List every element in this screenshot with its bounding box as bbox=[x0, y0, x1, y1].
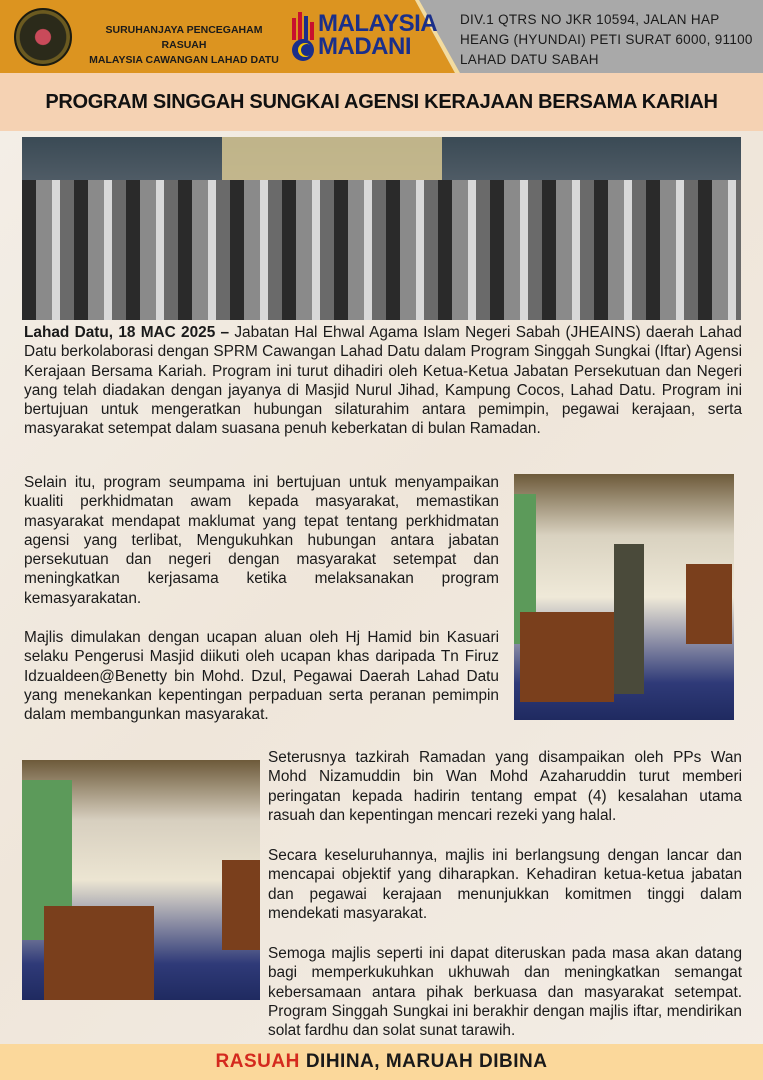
paragraph-5: Secara keseluruhannya, majlis ini berlangsung dengan lancar dan mencapai objektif yang diharapkan. Kehadiran ketua-ketua jabatan dan pegawai kerajaan menunjukkan komitmen tinggi dalam mendekati masyarakat. bbox=[268, 847, 742, 922]
address bbox=[460, 10, 753, 70]
agency-name bbox=[84, 23, 284, 68]
podium bbox=[520, 612, 614, 702]
agency-line-1: SURUHANJAYA PENCEGAHAM RASUAH bbox=[105, 24, 263, 51]
paragraph-3: Majlis dimulakan dengan ucapan aluan oleh Hj Hamid bin Kasuari selaku Pengerusi Masjid diikuti oleh ucapan khas daripada Tn Firuz Idzualdeen@Benetty bin Mohd. Dzul, Pegawai Daerah Lahad Datu yang menekankan kepentingan perpaduan serta peranan pemimpin dalam membangunkan masyarakat. bbox=[24, 629, 499, 724]
logo-line-1: MALAYSIA bbox=[318, 10, 438, 37]
cabinet bbox=[686, 564, 732, 644]
slogan-red: RASUAH bbox=[215, 1051, 300, 1072]
agency-line-2: MALAYSIA CAWANGAN LAHAD DATU bbox=[89, 54, 279, 66]
page-title: PROGRAM SINGGAH SUNGKAI AGENSI KERAJAAN BERSAMA KARIAH bbox=[45, 90, 718, 113]
sprm-seal-logo bbox=[14, 8, 72, 66]
paragraph-6: Semoga majlis seperti ini dapat diteruskan pada masa akan datang bagi memperkukuhkan ukhuwah dan meningkatkan semangat kebersamaan antara pihak berkuasa dan masyarakat setempat. Program Singgah Sungkai ini berakhir dengan majlis iftar, mendirikan solat fardhu dan solat sunat tarawih. bbox=[268, 945, 742, 1040]
dateline: Lahad Datu, 18 MAC 2025 – bbox=[24, 324, 230, 341]
paragraph-1-text: Jabatan Hal Ehwal Agama Islam Negeri Sabah (JHEAINS) daerah Lahad Datu berkolaborasi dengan SPRM Cawangan Lahad Datu dalam Program Singgah Sungkai (Iftar) Agensi Kerajaan Bersama Kariah. Program ini turut dihadiri oleh Ketua-Ketua Jabatan Persekutuan dan Negeri yang telah diadakan dengan jayanya di Masjid Nurul Jihad, Kampung Cocos, Lahad Datu. Program ini bertujuan untuk mengeratkan hubungan silaturahim antara pemimpin, pegawai kerajaan, serta masyarakat setempat dalam suasana penuh keberkatan di bulan Ramadan. bbox=[24, 324, 742, 438]
malaysia-madani-wordmark bbox=[318, 12, 437, 58]
title-band bbox=[0, 73, 763, 131]
paragraph-intro bbox=[24, 323, 742, 439]
tazkirah-photo bbox=[22, 760, 260, 1000]
paragraph-2: Selain itu, program seumpama ini bertujuan untuk menyampaikan kualiti perkhidmatan awam kepada masyarakat, memastikan masyarakat mendapat maklumat yang tepat tentang perkhidmatan agensi yang terlibat, Mengukuhkan hubungan antara jabatan persekutuan dan negeri dengan masyarakat setempat dan meningkatkan kerjasama ketika melaksanakan program kemasyarakatan. bbox=[24, 474, 499, 607]
header bbox=[0, 0, 763, 73]
address-line-2: HEANG (HYUNDAI) PETI SURAT 6000, 91100 bbox=[460, 32, 753, 47]
footer-slogan bbox=[0, 1044, 763, 1080]
podium bbox=[44, 906, 154, 1000]
group-photo bbox=[22, 137, 741, 320]
cabinet bbox=[222, 860, 260, 950]
speaker-photo bbox=[514, 474, 734, 720]
speaker-figure bbox=[614, 544, 644, 694]
malaysia-madani-logo-icon bbox=[290, 10, 316, 62]
attendees-group bbox=[22, 180, 741, 320]
logo-line-2: MADANI bbox=[318, 33, 411, 60]
slogan-rest: DIHINA, MARUAH DIBINA bbox=[305, 1051, 548, 1072]
paragraph-4: Seterusnya tazkirah Ramadan yang disampaikan oleh PPs Wan Mohd Nizamuddin bin Wan Mohd Azaharuddin turut memberi peringatan kepada hadirin tentang empat (4) kesalahan utama rasuah dan kepentingan mencari rezeki yang halal. bbox=[268, 749, 742, 824]
address-line-1: DIV.1 QTRS NO JKR 10594, JALAN HAP bbox=[460, 12, 720, 27]
address-line-3: LAHAD DATU SABAH bbox=[460, 52, 599, 67]
